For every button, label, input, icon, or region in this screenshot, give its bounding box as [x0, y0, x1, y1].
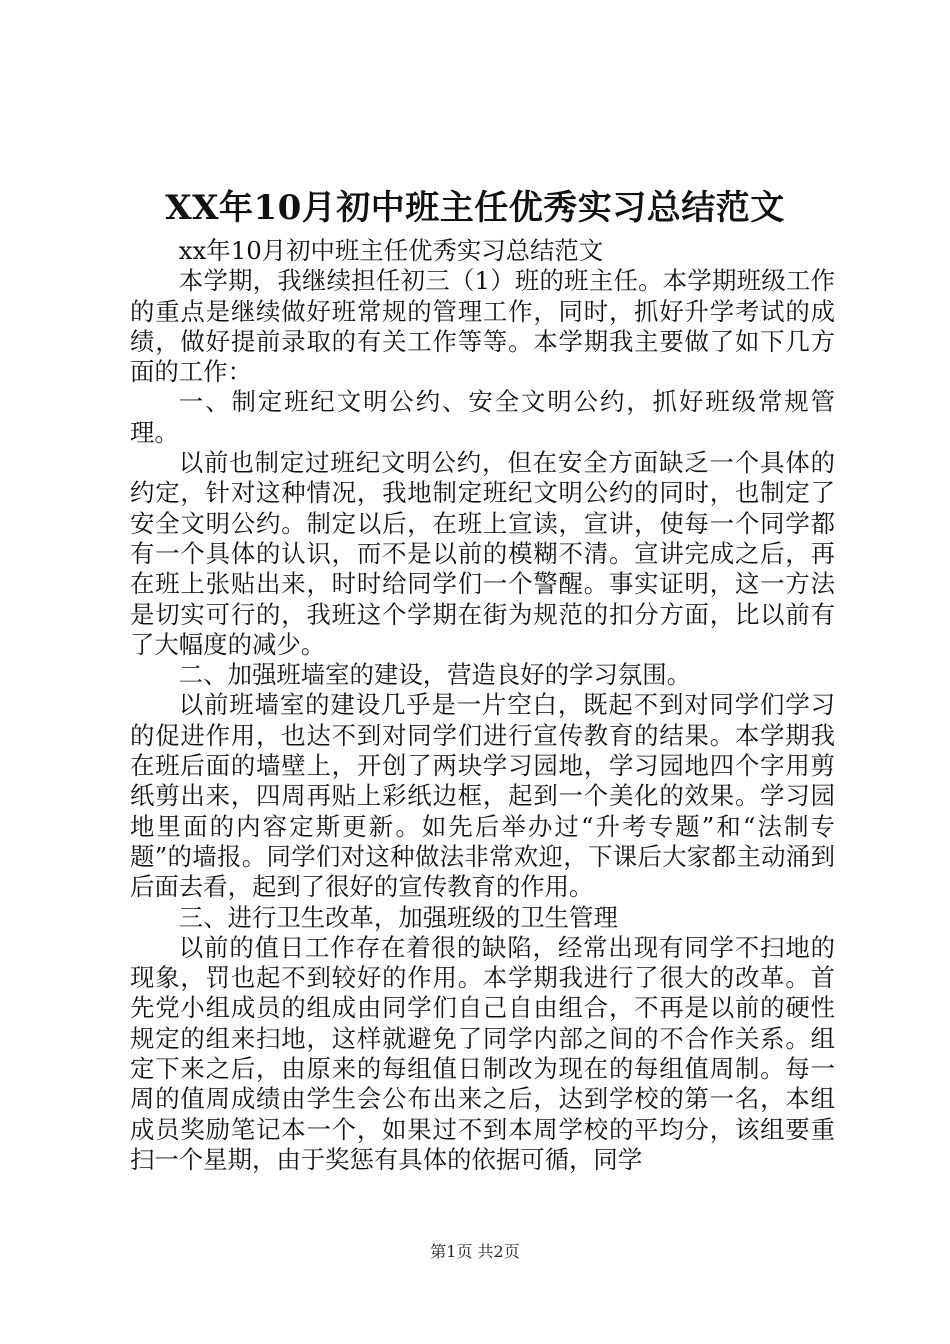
section-paragraph-2: 以前班墙室的建设几乎是一片空白，既起不到对同学们学习的促进作用，也达不到对同学们进行宣传教育的结果。本学期我在班后面的墙壁上，开创了两块学习园地，学习园地四个字用剪纸剪出来，四周再贴上彩纸边框，起到一个美化的效果。学习园地里面的内容定斯更新。如先后举办过“升考专题”和“法制专题”的墙报。同学们对这种做法非常欢迎，下课后大家都主动涌到后面去看，起到了很好的宣传教育的作用。 [130, 690, 835, 902]
section-paragraph-3: 以前的值日工作存在着很的缺陷，经常出现有同学不扫地的现象，罚也起不到较好的作用。本学期我进行了很大的改革。首先党小组成员的组成由同学们自己自由组合，不再是以前的硬性规定的组来扫地，这样就避免了同学内部之间的不合作关系。组定下来之后，由原来的每组值日制改为现在的每组值周制。每一周的值周成绩由学生会公布出来之后，达到学校的第一名，本组成员奖励笔记本一个，如果过不到本周学校的平均分，该组要重扫一个星期，由于奖惩有具体的依据可循，同学 [130, 932, 835, 1174]
section-heading-1: 一、制定班纪文明公约、安全文明公约，抓好班级常规管理。 [130, 387, 835, 447]
section-heading-3: 三、进行卫生改革，加强班级的卫生管理 [178, 902, 618, 932]
section-heading-2: 二、加强班墙室的建设，营造良好的学习氛围。 [178, 660, 692, 690]
document-body [130, 236, 835, 1175]
section-paragraph-1: 以前也制定过班纪文明公约，但在安全方面缺乏一个具体的约定，针对这种情况，我地制定班纪文明公约的同时，也制定了安全文明公约。制定以后，在班上宣读，宣讲，使每一个同学都有一个具体的认识，而不是以前的模糊不清。宣讲完成之后，再在班上张贴出来，时时给同学们一个警醒。事实证明，这一方法是切实可行的，我班这个学期在街为规范的扣分方面，比以前有了大幅度的减少。 [130, 448, 835, 659]
document-title: XX年10月初中班主任优秀实习总结范文 [165, 188, 785, 228]
intro-paragraph: 本学期，我继续担任初三（1）班的班主任。本学期班级工作的重点是继续做好班常规的管理工作，同时，抓好升学考试的成绩，做好提前录取的有关工作等等。本学期我主要做了如下几方面的工作： [130, 266, 835, 387]
subtitle-paragraph: xx年10月初中班主任优秀实习总结范文 [178, 236, 604, 265]
page-number-footer: 第1页 共2页 [430, 1242, 520, 1261]
